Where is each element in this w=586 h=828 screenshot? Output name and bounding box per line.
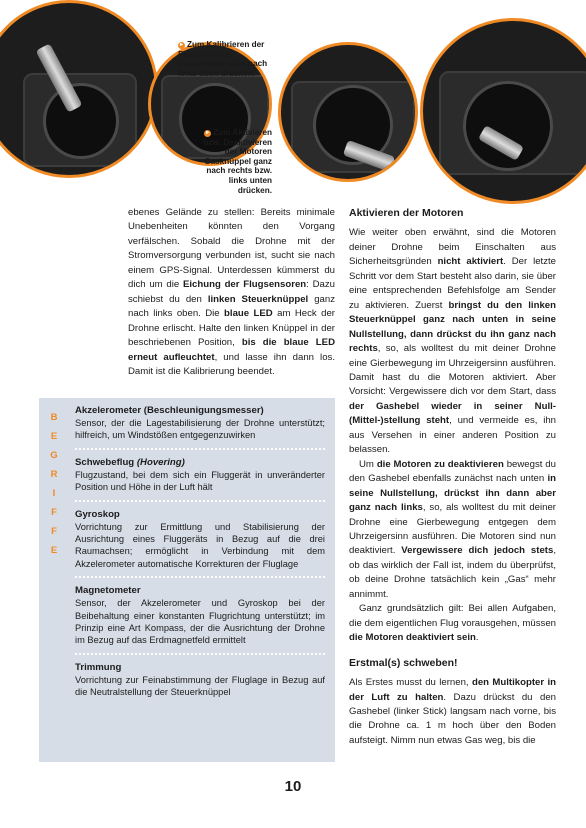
glossary-entries [75, 404, 325, 705]
right-paragraph: Wie weiter oben erwähnt, sind die Motoren deiner Drohne beim Einschalten aus Sicherheitsgründen nicht aktiviert. Der letzte Schritt vor dem Start besteht also darin, sie über eine entsprechenden Befehlsfolge am Sender zu aktivieren. Zuerst bringst du den linken Steuerknüppel ganz nach unten in seine Nullstellung, dann drückst du ihn ganz nach rechts, so, als wolltest du mit deiner Drohne eine Gierbewegung im Uhrzeigersinn ausführen. Damit hast du die Motoren aktiviert. Aber Vorsicht: Vergewissere dich vor dem Start, dass der Gashebel wieder in seiner Null-(Mittel-)stellung steht, und vermeide es, ihn aus Versehen in einer anderen Position zu belassen. [349, 227, 556, 456]
callout-marker-icon: ▸ [206, 130, 210, 136]
transmitter-photo-left [0, 0, 158, 178]
glossary-tag: B E G R I F F E [50, 412, 58, 556]
transmitter-photos [0, 0, 586, 215]
glossary-entry: Schwebeflug (Hovering) Flugzustand, bei dem sich ein Fluggerät in unveränderter Position und Höhe in der Luft hält [75, 456, 325, 493]
right-paragraph: Ganz grundsätzlich gilt: Bei allen Aufgaben, die dem eigentlichen Flug vorausgehen, müssen die Motoren deaktiviert sein. [349, 603, 556, 644]
glossary-divider [75, 576, 325, 578]
right-paragraph: Als Erstes musst du lernen, den Multikopter in der Luft zu halten. Dazu drückst du den Gashebel (linker Stick) langsam nach vorne, bis die Drohne ca. 1 m hoch über den Boden aufsteigt. Nimm nun etwas Gas weg, bis die [349, 677, 556, 746]
glossary-divider [75, 653, 325, 655]
glossary-entry: Akzelerometer (Beschleunigungsmesser) Sensor, der die Lagestabilisierung der Drohne unterstützt; hilfreich, um Windstößen entgegenzuwirken [75, 405, 325, 441]
glossary-entry: Trimmung Vorrichtung zur Feinabstimmung der Fluglage in Bezug auf die Neutralstellung der Steuerknüppel [75, 661, 325, 698]
left-column-text [128, 206, 335, 379]
right-column-text [349, 206, 556, 748]
glossary-divider [75, 448, 325, 450]
section-heading: Aktivieren der Motoren [349, 207, 464, 219]
callout-activate: ▸ Zum Aktivieren bzw. Deaktivieren der Motoren Gasknüppel ganz nach rechts bzw. links unten drücken. [203, 128, 272, 195]
callout-calibrate: ▸ Zum Kalibrieren der Flugsensoren Gasknüppel ganz nach links oben drücken. [178, 40, 268, 78]
callout-marker-icon: ▸ [179, 42, 183, 48]
right-paragraph: Um die Motoren zu deaktivieren bewegst du den Gashebel ebenfalls zunächst nach unten in seine Nullstellung, drückst ihn dann aber ganz nach links, so, als wolltest du mit deiner Drohne eine Gierbewegung entgegen dem Uhrzeigersinn ausführen. Die Motoren sind nun deaktiviert. Vergewissere dich jedoch stets, ob das wirklich der Fall ist, indem du überprüfst, ob deine Drohne tatsächlich kein „Gas“ mehr annimmt. [349, 458, 556, 600]
section-heading: Erstmal(s) schweben! [349, 656, 458, 669]
glossary-divider [75, 500, 325, 502]
transmitter-photo-right [278, 42, 418, 182]
glossary-entry: Magnetometer Sensor, der Akzelerometer und Gyroskop bei der Beibehaltung einer konstanten Flugrichtung unterstützt; im Prinzip eine Art Kompass, der die Ausrichtung der Drohne im Bezug auf das Erdmagnetfeld ermittelt [75, 585, 325, 646]
page-number: 10 [284, 778, 302, 795]
left-paragraph: ebenes Gelände zu stellen: Bereits minimale Unebenheiten könnten den Vorgang verfälschen. Sobald die Drohne mit der Stromversorgung verbunden ist, sucht sie nach einem GPS-Signal. Unterdessen kümmerst du dich um die Eichung der Flugsensoren: Dazu schiebst du den linken Steuerknüppel ganz nach links oben. Die blaue LED am Heck der Drohne erlischt. Halte den linken Knüppel in der beschriebenen Position, bis die blaue LED erneut aufleuchtet, und lasse ihn dann los. Damit ist die Kalibrierung beendet. [128, 207, 335, 377]
glossary-entry: Gyroskop Vorrichtung zur Ermittlung und Stabilisierung der Ausrichtung eines Fluggeräts in Bezug auf die drei Raumachsen; ermöglicht in Verbindung mit dem Akzelerometer automatische Korrekturen der Fluglage [75, 508, 325, 569]
transmitter-photo-far-right [420, 18, 586, 204]
